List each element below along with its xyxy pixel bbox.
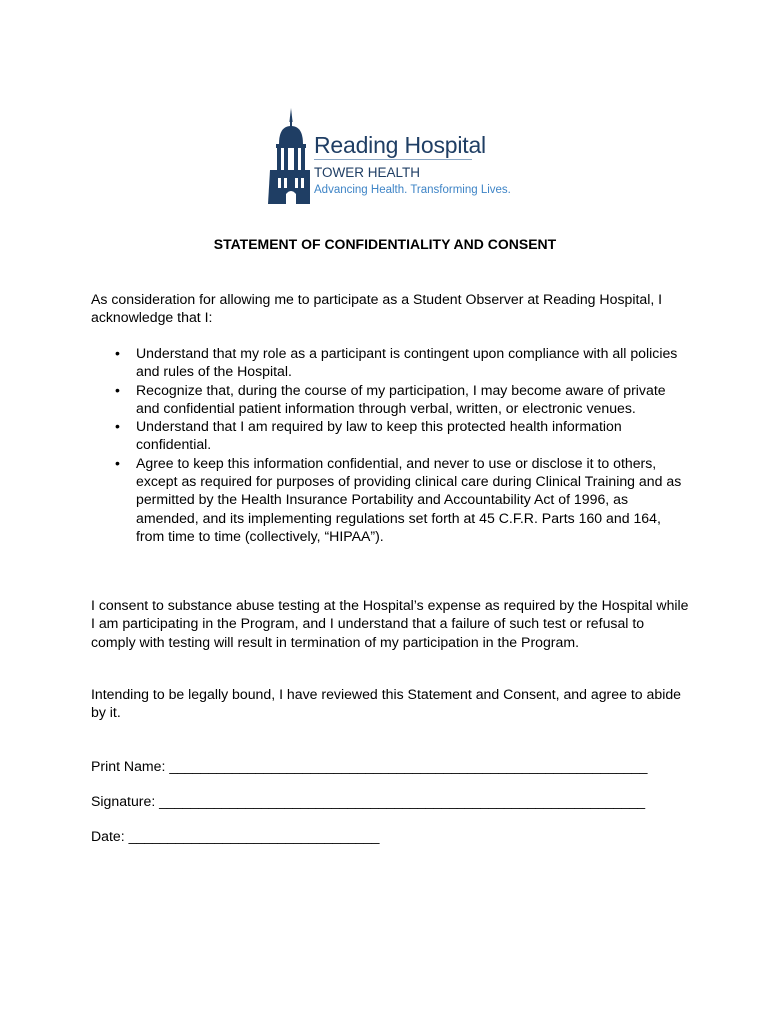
print-name-row <box>91 758 647 774</box>
date-label: Date: <box>91 828 125 844</box>
bullet-icon: • <box>115 418 120 435</box>
list-item <box>91 454 691 545</box>
intro-paragraph: As consideration for allowing me to participate as a Student Observer at Reading Hospital, I acknowledge that I: <box>91 291 663 326</box>
bullet-icon: • <box>115 454 120 471</box>
reading-hospital-logo <box>266 108 511 204</box>
logo-name: Reading Hospital <box>314 132 486 158</box>
legally-bound-paragraph: Intending to be legally bound, I have reviewed this Statement and Consent, and agree to abide by it. <box>91 686 681 721</box>
bullet-icon: • <box>115 381 120 398</box>
signature-row <box>91 793 645 809</box>
list-item <box>91 344 691 381</box>
signature-field[interactable]: ______________________________________________________________ <box>159 793 646 809</box>
logo-org: TOWER HEALTH <box>314 165 421 180</box>
list-item-text: Understand that my role as a participant is contingent upon compliance with all policies and rules of the Hospital. <box>136 345 678 380</box>
list-item-text: Agree to keep this information confidential, and never to use or disclose it to others, except as required for purposes of providing clinical care during Clinical Training and as permitted by the Health Insurance Portability and Accountability Act of 1996, as amended, and its implementing regulations set forth at 45 C.F.R. Parts 160 and 164, from time to time (collectively, “HIPAA”). <box>136 454 682 544</box>
signature-label: Signature: <box>91 793 156 809</box>
print-name-label: Print Name: <box>91 758 166 774</box>
bullet-icon: • <box>115 345 120 361</box>
print-name-field[interactable]: _____________________________________________________________ <box>169 758 648 774</box>
logo-tagline: Advancing Health. Transforming Lives. <box>314 184 511 196</box>
logo-divider <box>314 159 472 160</box>
date-row <box>91 828 379 844</box>
document-title: STATEMENT OF CONFIDENTIALITY AND CONSENT <box>213 236 557 252</box>
list-item-text: Understand that I am required by law to keep this protected health information confidential. <box>136 418 622 453</box>
hospital-tower-icon <box>266 108 312 204</box>
list-item-text: Recognize that, during the course of my participation, I may become aware of private and confidential patient information through verbal, written, or electronic venues. <box>136 381 666 416</box>
date-field[interactable]: ________________________________ <box>128 828 380 844</box>
list-item <box>91 381 691 418</box>
list-item <box>91 417 691 454</box>
consent-paragraph: I consent to substance abuse testing at the Hospital’s expense as required by the Hospital while I am participating in the Program, and I understand that a failure of such test or refusal to comply with testing will result in termination of my participation in the Program. <box>91 597 689 650</box>
acknowledgement-list <box>91 344 691 545</box>
